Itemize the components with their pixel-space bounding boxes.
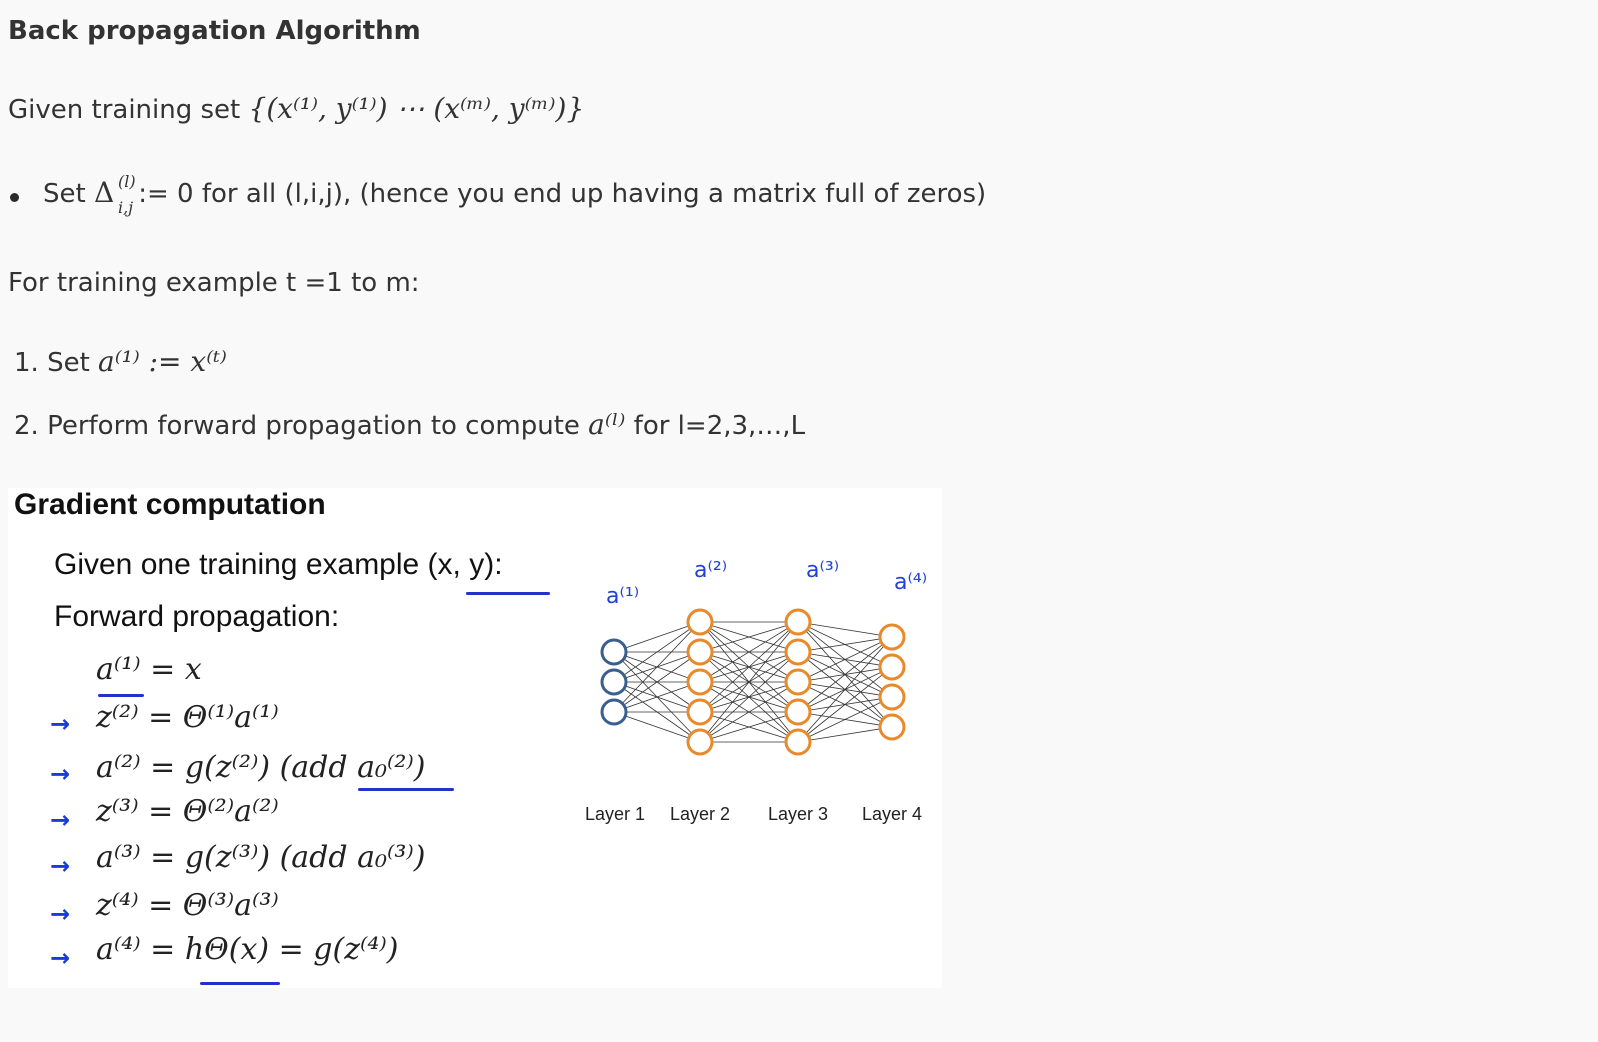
layer-label-2: Layer 2 [670, 804, 731, 824]
step-2 [14, 408, 805, 441]
slide-forward-line: Forward propagation: [54, 600, 340, 633]
step-1-text: 1. Set [14, 348, 99, 378]
ink-underline-add-a0 [358, 788, 454, 791]
equation-a1: a⁽¹⁾ = x [96, 652, 202, 687]
arrow-icon: → [50, 852, 71, 880]
equation-a3: a⁽³⁾ = g(z⁽³⁾) (add a₀⁽³⁾) [96, 840, 426, 875]
arrow-icon: → [50, 710, 71, 738]
neuron-layer-3 [786, 700, 810, 724]
neuron-layer-4 [880, 655, 904, 679]
network-edges [614, 622, 892, 742]
neuron-layer-2 [688, 700, 712, 724]
layer-note-3: a⁽³⁾ [806, 558, 840, 583]
neuron-layer-1 [602, 640, 626, 664]
ink-underline-htheta [200, 982, 280, 985]
step-1-math: a⁽¹⁾ := x⁽ᵗ⁾ [98, 345, 227, 378]
layer-note-1: a⁽¹⁾ [606, 584, 640, 609]
bullet-prefix: Set [43, 179, 94, 209]
network-edge [798, 637, 892, 682]
equation-z2: z⁽²⁾ = Θ⁽¹⁾a⁽¹⁾ [96, 700, 279, 735]
layer-label-3: Layer 3 [768, 804, 829, 824]
training-set-label: Given training set [8, 95, 249, 125]
step-2-math: a⁽ˡ⁾ [588, 408, 626, 441]
neuron-layer-4 [880, 715, 904, 739]
neuron-layer-3 [786, 730, 810, 754]
arrow-icon: → [50, 944, 71, 972]
equation-a2: a⁽²⁾ = g(z⁽²⁾) (add a₀⁽²⁾) [96, 750, 426, 785]
ink-underline-a1 [98, 694, 144, 697]
bullet-dot [10, 193, 19, 202]
neuron-layer-3 [786, 640, 810, 664]
network-edge [798, 622, 892, 637]
delta-subscript: i,j [117, 198, 134, 217]
step-2-suffix: for l=2,3,…,L [625, 411, 806, 441]
neuron-layer-4 [880, 625, 904, 649]
arrow-icon: → [50, 806, 71, 834]
network-edge [798, 637, 892, 652]
network-edge [798, 637, 892, 742]
neuron-layer-2 [688, 610, 712, 634]
neuron-layer-4 [880, 685, 904, 709]
slide-title: Gradient computation [14, 488, 326, 521]
network-edge [614, 712, 700, 742]
neuron-layer-1 [602, 700, 626, 724]
ink-underline-xy [466, 592, 550, 595]
bullet-item-init-delta [43, 172, 987, 217]
equation-a4: a⁽⁴⁾ = hΘ(x) = g(z⁽⁴⁾) [96, 932, 399, 967]
neuron-layer-2 [688, 730, 712, 754]
network-edge [798, 667, 892, 742]
layer-note-2: a⁽²⁾ [694, 558, 728, 583]
neuron-layer-3 [786, 610, 810, 634]
training-set-line [8, 92, 584, 125]
step-1 [14, 345, 227, 378]
network-edge [614, 622, 700, 712]
neuron-layer-3 [786, 670, 810, 694]
delta-glyph: Δ [93, 176, 115, 209]
step-2-text: 2. Perform forward propagation to compute [14, 411, 589, 441]
neuron-layer-2 [688, 640, 712, 664]
neuron-layer-1 [602, 670, 626, 694]
page-title: Back propagation Algorithm [8, 16, 421, 46]
network-edge [798, 697, 892, 742]
gradient-computation-slide [8, 488, 942, 988]
layer-note-4: a⁽⁴⁾ [894, 570, 928, 595]
network-edge [798, 637, 892, 712]
layer-label-4: Layer 4 [862, 804, 923, 824]
network-diagram [574, 554, 934, 804]
equation-z3: z⁽³⁾ = Θ⁽²⁾a⁽²⁾ [96, 794, 279, 829]
network-edge [798, 727, 892, 742]
slide-given-line: Given one training example (x, y): [54, 548, 503, 581]
loop-heading: For training example t =1 to m: [8, 268, 420, 298]
bullet-suffix: := 0 for all (l,i,j), (hence you end up having a matrix full of zeros) [138, 179, 987, 209]
delta-superscript: (l) [117, 172, 136, 191]
equation-z4: z⁽⁴⁾ = Θ⁽³⁾a⁽³⁾ [96, 888, 279, 923]
arrow-icon: → [50, 900, 71, 928]
network-edge [614, 622, 700, 652]
delta-symbol [93, 172, 136, 217]
training-set-math: {(x⁽¹⁾, y⁽¹⁾) ⋯ (x⁽ᵐ⁾, y⁽ᵐ⁾)} [248, 92, 585, 125]
arrow-icon: → [50, 760, 71, 788]
neuron-layer-2 [688, 670, 712, 694]
layer-label-1: Layer 1 [585, 804, 646, 824]
